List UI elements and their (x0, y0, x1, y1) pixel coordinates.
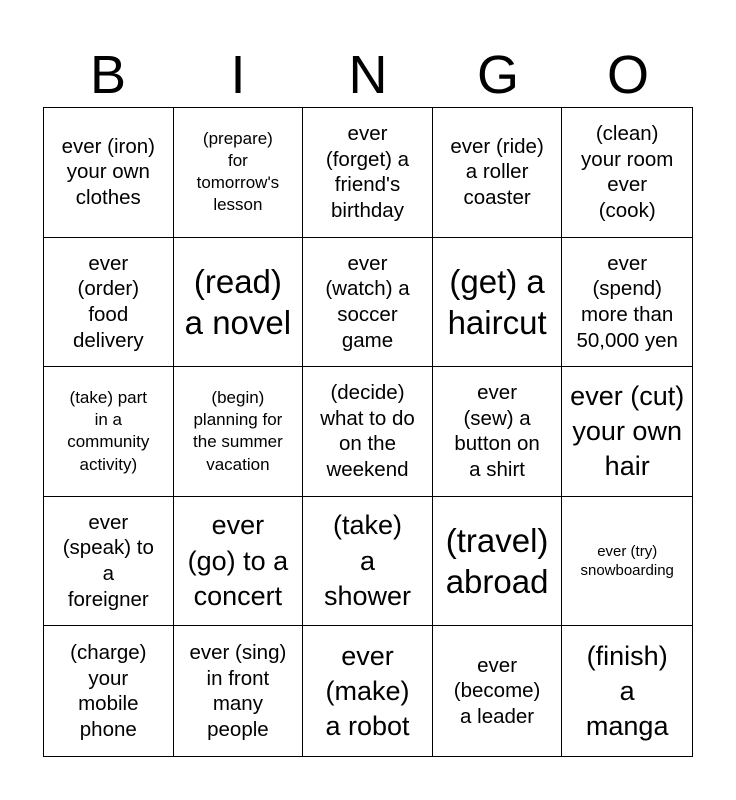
bingo-cell[interactable]: ever (iron) your own clothes (44, 108, 174, 238)
bingo-cell[interactable]: ever (sew) a button on a shirt (433, 367, 563, 497)
header-letter-b: B (89, 45, 127, 105)
bingo-cell[interactable]: (begin) planning for the summer vacation (174, 367, 304, 497)
header-letter-i: I (230, 45, 246, 105)
bingo-cell[interactable]: ever (cut) your own hair (562, 367, 692, 497)
bingo-cell[interactable]: (decide) what to do on the weekend (303, 367, 433, 497)
bingo-cell[interactable]: ever (make) a robot (303, 626, 433, 756)
bingo-cell[interactable]: ever (order) food delivery (44, 238, 174, 368)
bingo-cell[interactable]: (take) a shower (303, 497, 433, 627)
bingo-cell[interactable]: ever (try) snowboarding (562, 497, 692, 627)
bingo-cell[interactable]: (prepare) for tomorrow's lesson (174, 108, 304, 238)
bingo-cell[interactable]: ever (spend) more than 50,000 yen (562, 238, 692, 368)
bingo-cell[interactable]: ever (become) a leader (433, 626, 563, 756)
bingo-header (43, 44, 693, 106)
bingo-cell[interactable]: (finish) a manga (585, 640, 669, 741)
header-letter-n: N (348, 45, 388, 105)
bingo-cell[interactable]: (clean) your room ever (cook) (562, 108, 692, 238)
bingo-cell[interactable]: (travel) abroad (433, 497, 563, 627)
bingo-cell[interactable]: ever (forget) a friend's birthday (303, 108, 433, 238)
header-letter-o: O (606, 45, 649, 105)
header-letter-g: G (476, 45, 519, 105)
bingo-cell[interactable]: ever (watch) a soccer game (303, 238, 433, 368)
bingo-cell[interactable]: ever (ride) a roller coaster (433, 108, 563, 238)
bingo-cell[interactable]: (charge) your mobile phone (44, 626, 174, 756)
bingo-cell[interactable]: ever (speak) to a foreigner (44, 497, 174, 627)
bingo-cell[interactable]: ever (sing) in front many people (174, 626, 304, 756)
bingo-board (43, 107, 693, 757)
bingo-cell[interactable]: (read) a novel (174, 238, 304, 368)
bingo-cell[interactable]: ever (go) to a concert (174, 497, 304, 627)
bingo-cell[interactable]: (get) a haircut (433, 238, 563, 368)
bingo-cell[interactable]: (take) part in a community activity) (44, 367, 174, 497)
